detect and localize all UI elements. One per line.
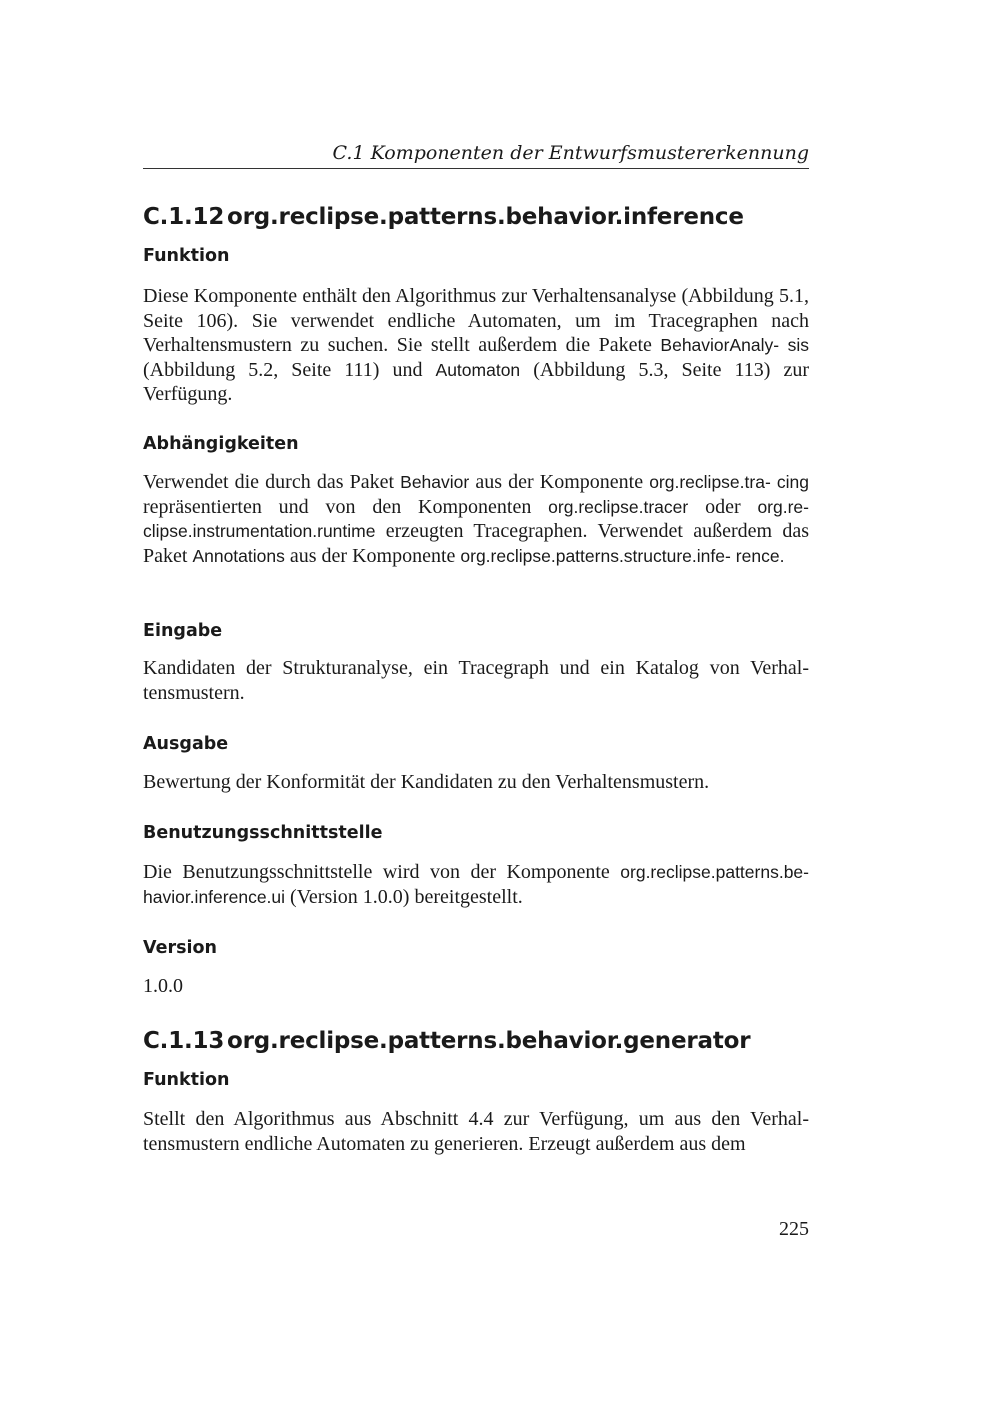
text: das Paket: [143, 520, 810, 567]
section-title: [143, 204, 809, 230]
component-name: org.reclipse.tra-: [649, 472, 771, 492]
text: oder: [688, 495, 758, 518]
paragraph: [143, 1107, 809, 1156]
paragraph: [143, 974, 809, 999]
subsection-title: Ausgabe: [143, 734, 229, 754]
paragraph-abhaengigkeiten: [143, 470, 809, 568]
subsection-heading-ui: [143, 823, 809, 843]
component-name: clipse.instrumentation.runtime: [143, 521, 376, 542]
section-title-text: org.reclipse.patterns.behavior.generator: [227, 1028, 751, 1054]
paragraph-eingabe: [143, 656, 809, 705]
paragraph: [143, 470, 809, 568]
text: Bewertung der Konformität der Kandidaten zu den Verhaltensmustern.: [143, 771, 710, 793]
text: (Version 1.0.0) bereitgestellt.: [285, 885, 523, 908]
component-name: org.reclipse.patterns.be-: [620, 862, 809, 882]
section-title: [143, 1028, 809, 1054]
subsection-title: Version: [143, 938, 217, 958]
text: 5.1, Seite 106). Sie verwendet endliche Automaten, um im Tracegraphen nach: [143, 285, 810, 332]
text: aus der Komponente: [284, 544, 461, 567]
paragraph-funktion-2: [143, 1107, 809, 1156]
subsection-heading-funktion: [143, 246, 809, 266]
section-heading-c-1-13: [143, 1028, 809, 1054]
paragraph-version: [143, 974, 809, 999]
text: (Abbildung 5.3, Seite 113) zur: [520, 358, 809, 381]
text: Diese Komponente enthält den Algorithmus zur Verhaltensanalyse (Abbildung: [143, 285, 774, 307]
package-name: sis: [787, 335, 809, 356]
paragraph-ui: [143, 860, 809, 909]
subsection-heading-abhaengigkeiten: [143, 434, 809, 454]
package-name: Automaton: [435, 359, 521, 380]
component-name: org.reclipse.tracer: [548, 496, 689, 517]
text: tensmustern.: [143, 681, 245, 704]
package-name: Behavior: [400, 472, 470, 492]
section-number: C.1.13: [143, 1028, 225, 1054]
subsection-title: Abhängigkeiten: [143, 434, 299, 454]
text: tensmustern endliche Automaten zu generieren. Erzeugt außerdem aus dem: [143, 1132, 746, 1155]
component-name: rence.: [735, 545, 785, 566]
subsection-title: Benutzungsschnittstelle: [143, 823, 383, 843]
text: Verwendet die durch das Paket: [143, 471, 401, 493]
package-name: Annotations: [192, 545, 285, 566]
section-title-text: org.reclipse.patterns.behavior.inference: [227, 204, 744, 230]
paragraph: [143, 284, 809, 407]
text: Verfügung.: [143, 383, 233, 406]
paragraph: [143, 860, 809, 909]
section-heading-c-1-12: [143, 204, 809, 230]
paragraph: [143, 656, 809, 705]
subsection-heading-funktion-2: [143, 1070, 809, 1090]
component-name: org.re-: [757, 496, 809, 517]
paragraph: [143, 770, 809, 795]
running-head: C.1 Komponenten der Entwurfsmustererkennung: [143, 142, 809, 169]
component-name: org.reclipse.patterns.structure.infe-: [460, 545, 731, 566]
paragraph-funktion: [143, 284, 809, 407]
text: (Abbildung 5.2, Seite 111) und: [143, 358, 436, 381]
text: repräsentierten und von den Komponenten: [143, 495, 549, 518]
section-number: C.1.12: [143, 204, 225, 230]
subsection-heading-ausgabe: [143, 734, 809, 754]
text: erzeugten Tracegraphen. Verwendet außerdem: [375, 520, 773, 543]
text: Kandidaten der Strukturanalyse, ein Tracegraph und ein Katalog von Verhal-: [143, 657, 809, 679]
page-number: 225: [779, 1218, 809, 1240]
subsection-title: Funktion: [143, 1070, 230, 1090]
component-name: havior.inference.ui: [143, 886, 286, 907]
subsection-heading-version: [143, 938, 809, 958]
version-value: 1.0.0: [143, 975, 183, 997]
text: Stellt den Algorithmus aus Abschnitt 4.4 zur Verfügung, um aus den Verhal-: [143, 1108, 809, 1130]
component-name: cing: [776, 472, 810, 492]
package-name: BehaviorAnaly-: [660, 335, 780, 356]
subsection-title: Eingabe: [143, 621, 223, 641]
subsection-heading-eingabe: [143, 621, 809, 641]
text: Die Benutzungsschnittstelle wird von der Komponente: [143, 861, 621, 883]
text: Verhaltensmustern zu suchen. Sie stellt außerdem die Pakete: [143, 334, 661, 357]
text: aus der Komponente: [469, 471, 650, 493]
subsection-title: Funktion: [143, 246, 230, 266]
paragraph-ausgabe: [143, 770, 809, 795]
